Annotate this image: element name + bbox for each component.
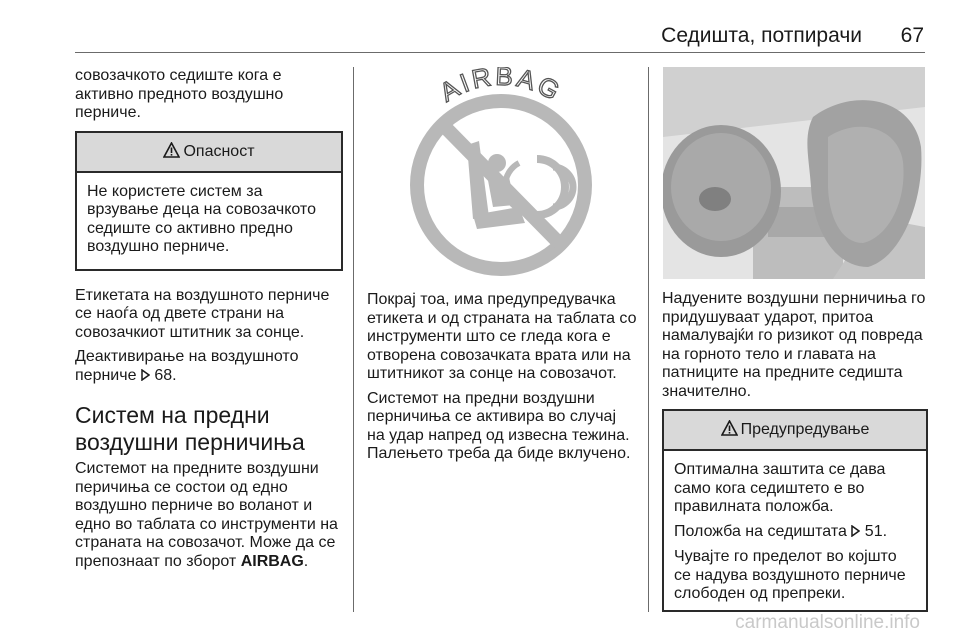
paragraph-end: .	[303, 552, 309, 570]
page-reference-link[interactable]: 68.	[154, 366, 177, 384]
airbag-keyword: AIRBAG	[240, 552, 304, 570]
danger-text: Не користете систем за врзување деца на совозачкото седиште со активно предно воздушно перниче.	[87, 182, 316, 255]
paragraph: Системот на предни воздушни перничиња се активира во случај на удар напред од извесна тежина. Палењето треба да биде вклучено.	[367, 389, 631, 462]
reference-arrow-icon	[851, 524, 860, 543]
reference-arrow-icon	[141, 368, 150, 387]
danger-box	[75, 131, 343, 271]
airbag-warning-label-figure	[369, 67, 633, 279]
column-2	[367, 291, 637, 470]
paragraph-text: Деактивирање на воздушното перниче	[75, 348, 299, 384]
paragraph	[75, 348, 343, 386]
section-heading: Систем на предни воздушни перничиња	[75, 402, 305, 455]
watermark: carmanualsonline.info	[735, 612, 920, 633]
column-divider-right	[648, 67, 649, 612]
paragraph: Покрај тоа, има предупредувачка етикета и од страната на таблата со инструменти што се гледа кога е отворена совозачката врата или на штитникот за сонце на совозачот.	[367, 291, 637, 382]
page-number: 67	[900, 24, 924, 47]
airbag-prohibition-sign	[369, 67, 633, 279]
deployed-airbags-figure	[663, 67, 925, 279]
column-divider-left	[353, 67, 354, 612]
paragraph-text: Системот на предните воздушни перичиња се состои од едно воздушно перниче во воланот и едно во таблата со инструменти на страната на совозачот. Може да се препознаат по зборот	[75, 460, 338, 570]
danger-box-body	[77, 173, 341, 269]
paragraph: совозачкото седиште кога е активно предното воздушно перниче.	[75, 67, 284, 121]
paragraph: Етикетата на воздушното перниче се наоѓа од двете страни на совозачкиот штитник за сонце.	[75, 286, 330, 341]
warning-triangle-icon	[721, 413, 738, 451]
header-rule	[75, 52, 925, 53]
column-3	[662, 290, 928, 612]
column-1	[75, 67, 343, 577]
warning-text	[674, 523, 916, 543]
page-reference-link[interactable]: 51.	[864, 522, 888, 540]
warning-text-prefix: Положба на седиштата	[674, 522, 847, 540]
warning-box-body	[664, 451, 926, 610]
warning-triangle-icon	[163, 135, 180, 173]
danger-box-title: Опасност	[183, 142, 255, 160]
page-header-title: Седишта, потпирачи	[661, 24, 862, 47]
airbag-label-text: AIRBAG	[434, 67, 568, 108]
warning-text: Чувајте го пределот во којшто се надува воздушното перниче слободен од препреки.	[674, 548, 906, 602]
paragraph	[75, 460, 343, 571]
warning-box-header	[664, 411, 926, 451]
deployed-airbags-illustration	[663, 67, 925, 279]
warning-box-title: Предупредување	[740, 421, 870, 438]
warning-box	[662, 409, 928, 612]
warning-text: Оптимална заштита се дава само кога седиштето е во правилната положба.	[674, 461, 886, 515]
danger-box-header	[77, 133, 341, 173]
paragraph: Надуените воздушни перничиња го придушуваат ударот, притоа намалувајќи го ризикот од повреда на горното тело и главата на патниците на предните седишта значително.	[662, 290, 926, 400]
